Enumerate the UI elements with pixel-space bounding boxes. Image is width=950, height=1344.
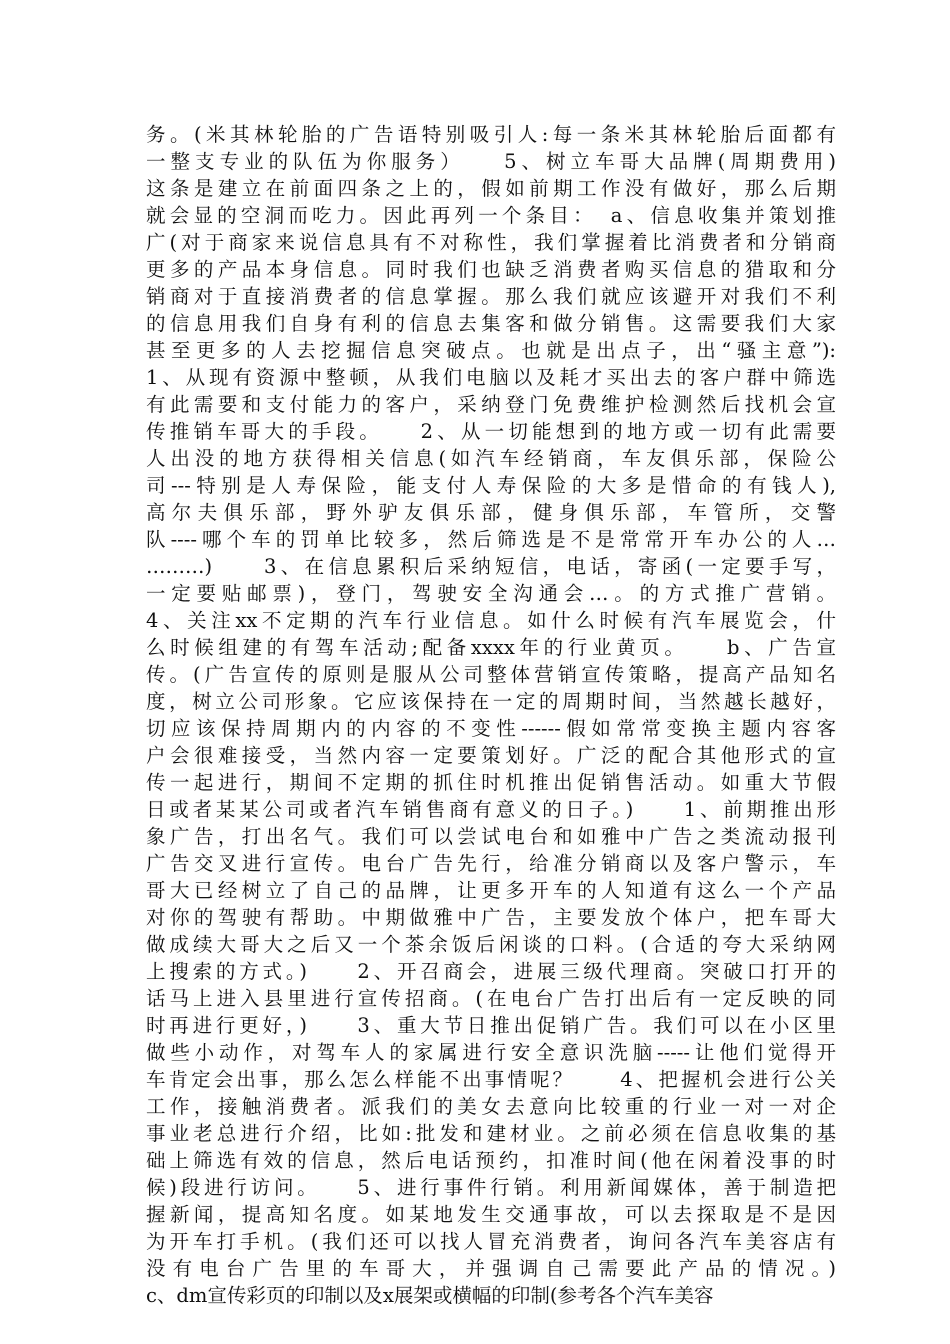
text-line: 队----哪个车的罚单比较多，然后筛选是不是常常开车办公的人… <box>146 528 836 551</box>
text-line: 广告交叉进行宣传。电台广告先行，给准分销商以及客户警示，车 <box>146 852 836 875</box>
text-line: 1、从现有资源中整顿，从我们电脑以及耗才买出去的客户群中筛选 <box>146 366 836 389</box>
text-line: 没有电台广告里的车哥大，并强调自己需要此产品的情况。) <box>146 1257 836 1280</box>
text-line: 日或者某某公司或者汽车销售商有意义的日子。) 1、前期推出形 <box>146 798 836 821</box>
text-line: 销商对于直接消费者的信息掌握。那么我们就应该避开对我们不利 <box>146 285 836 308</box>
text-line: 车肯定会出事，那么怎么样能不出事情呢？ 4、把握机会进行公关 <box>146 1068 836 1091</box>
text-line: 就会显的空洞而吃力。因此再列一个条目： a、信息收集并策划推 <box>146 204 836 227</box>
text-line: 传一起进行，期间不定期的抓住时机推出促销售活动。如重大节假 <box>146 771 836 794</box>
body-text <box>146 121 836 1309</box>
text-line: 础上筛选有效的信息，然后电话预约，扣准时间(他在闲着没事的时 <box>146 1149 836 1172</box>
text-line: 时再进行更好，) 3、重大节日推出促销广告。我们可以在小区里 <box>146 1014 836 1037</box>
text-line: 更多的产品本身信息。同时我们也缺乏消费者购买信息的猎取和分 <box>146 258 836 281</box>
text-line: 人出没的地方获得相关信息(如汽车经销商，车友俱乐部，保险公 <box>146 447 836 470</box>
text-line: 上搜索的方式。) 2、开召商会，进展三级代理商。突破口打开的 <box>146 960 836 983</box>
text-line: 务。(米其林轮胎的广告语特别吸引人:每一条米其林轮胎后面都有 <box>146 123 836 146</box>
text-line: 握新闻，提高知名度。如某地发生交通事故，可以去探取是不是因 <box>146 1203 836 1226</box>
text-line: c、dm宣传彩页的印制以及x展架或横幅的印制(参考各个汽车美容 <box>146 1284 714 1307</box>
text-line: 户会很难接受，当然内容一定要策划好。广泛的配合其他形式的宣 <box>146 744 836 767</box>
text-line: 工作，接触消费者。派我们的美女去意向比较重的行业一对一对企 <box>146 1095 836 1118</box>
text-line: 象广告，打出名气。我们可以尝试电台和如雅中广告之类流动报刊 <box>146 825 836 848</box>
text-line: 这条是建立在前面四条之上的，假如前期工作没有做好，那么后期 <box>146 177 836 200</box>
text-line: 一定要贴邮票)，登门，驾驶安全沟通会…。的方式推广营销。 <box>146 582 836 605</box>
text-line: 高尔夫俱乐部，野外驴友俱乐部，健身俱乐部，车管所，交警 <box>146 501 836 524</box>
text-line: 甚至更多的人去挖掘信息突破点。也就是出点子，出“骚主意”): <box>146 339 836 362</box>
text-line: ………) 3、在信息累积后采纳短信，电话，寄函(一定要手写， <box>146 555 836 578</box>
text-line: 么时候组建的有驾车活动;配备xxxx年的行业黄页。 b、广告宣 <box>146 636 836 659</box>
text-line: 4、关注xx不定期的汽车行业信息。如什么时候有汽车展览会，什 <box>146 609 836 632</box>
text-line: 哥大已经树立了自己的品牌，让更多开车的人知道有这么一个产品 <box>146 879 836 902</box>
text-line: 广(对于商家来说信息具有不对称性，我们掌握着比消费者和分销商 <box>146 231 836 254</box>
text-line: 度，树立公司形象。它应该保持在一定的周期时间，当然越长越好， <box>146 690 836 713</box>
text-line: 话马上进入县里进行宣传招商。(在电台广告打出后有一定反映的同 <box>146 987 836 1010</box>
text-line: 一整支专业的队伍为你服务） 5、树立车哥大品牌(周期费用) <box>146 150 836 173</box>
text-line: 传。(广告宣传的原则是服从公司整体营销宣传策略，提高产品知名 <box>146 663 836 686</box>
text-line: 做些小动作，对驾车人的家属进行安全意识洗脑-----让他们觉得开 <box>146 1041 836 1064</box>
text-line: 的信息用我们自身有利的信息去集客和做分销售。这需要我们大家 <box>146 312 836 335</box>
text-line: 有此需要和支付能力的客户，采纳登门免费维护检测然后找机会宣 <box>146 393 836 416</box>
text-line: 司---特别是人寿保险，能支付人寿保险的大多是惜命的有钱人), <box>146 474 836 497</box>
text-line: 为开车打手机。(我们还可以找人冒充消费者，询问各汽车美容店有 <box>146 1230 836 1253</box>
text-line: 传推销车哥大的手段。 2、从一切能想到的地方或一切有此需要 <box>146 420 836 443</box>
text-line: 做成续大哥大之后又一个茶余饭后闲谈的口料。(合适的夸大采纳网 <box>146 933 836 956</box>
text-line: 事业老总进行介绍，比如:批发和建材业。之前必须在信息收集的基 <box>146 1122 836 1145</box>
text-line: 对你的驾驶有帮助。中期做雅中广告，主要发放个体户，把车哥大 <box>146 906 836 929</box>
text-line: 候)段进行访问。 5、进行事件行销。利用新闻媒体，善于制造把 <box>146 1176 836 1199</box>
text-line: 切应该保持周期内的内容的不变性------假如常常变换主题内容客 <box>146 717 836 740</box>
